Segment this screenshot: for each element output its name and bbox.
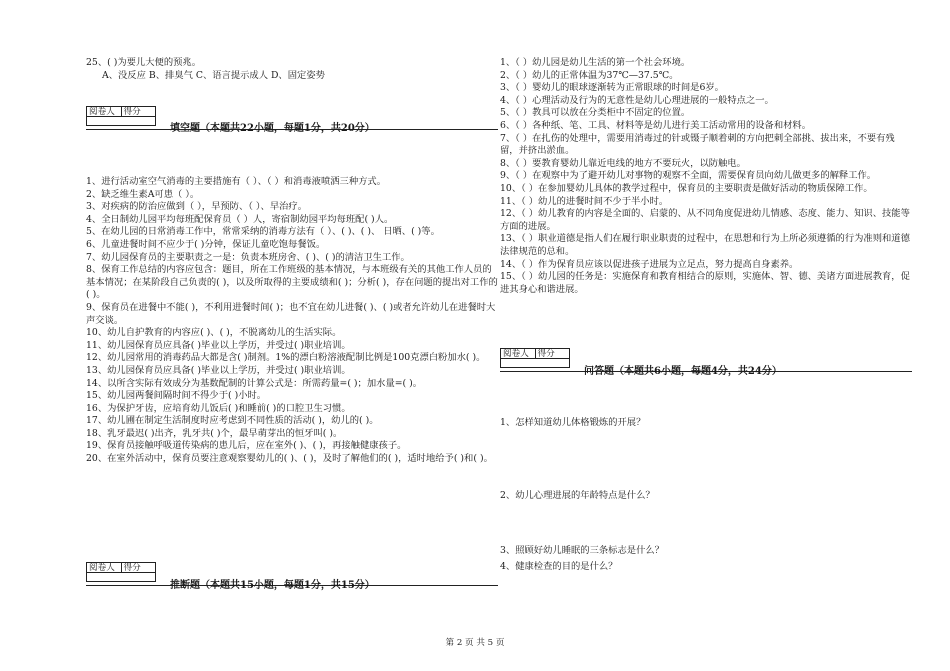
page-footer: 第 2 页 共 5 页 <box>445 638 505 648</box>
qa-1: 1、怎样知道幼儿体格锻炼的开展？ <box>500 417 646 428</box>
judge-questions <box>500 57 912 296</box>
fill-q11: 11、幼儿园保育员应具备( )毕业以上学历，并受过( )职业培训。 <box>86 339 351 351</box>
judge-q5: 5、（ ）教具可以放在分类柜中不固定的位置。 <box>500 107 691 119</box>
fill-q6: 6、儿童进餐时间不应少于( )分钟，保证儿童吃饱每餐饭。 <box>86 238 326 250</box>
judge-q6: 6、（ ）各种纸、笔、工具、材料等是幼儿进行美工活动常用的设备和材料。 <box>500 119 812 131</box>
judge-q13: 13、（ ）职业道德是指人们在履行职业职责的过程中，在思想和行为上所必须遵循的行为准则和道德法律规范的总和。 <box>500 233 910 257</box>
score-box-fill <box>86 106 156 126</box>
question-25 <box>86 57 498 82</box>
judge-q1: 1、（ ）幼儿园是幼儿生活的第一个社会环境。 <box>500 57 691 68</box>
score-box-qa <box>500 348 570 368</box>
question-25-stem: 25、( )为要儿大便的预兆。 <box>86 57 202 68</box>
qa-2: 2、幼儿心理进展的年龄特点是什么？ <box>500 490 655 501</box>
fill-q8: 8、保育工作总结的内容应包含：题目，所在工作班级的基本情况，与本班级有关的其他工作人员的基本情况；在某阶段自己负责的( )，以及所取得的主要成绩和( )；分析( )，存在问题的提出对工作的( )。 <box>86 264 498 301</box>
grader-label: 阅卷人 <box>87 563 121 573</box>
qa-3: 3、照顾好幼儿睡眠的三条标志是什么？ <box>500 545 664 556</box>
fill-q14: 14、以所含实际有效成分为基数配制的计算公式是：所需药量=( )；加水量=( )。 <box>86 377 423 389</box>
judge-q14: 14、（ ）作为保育员应该以促进孩子进展为立足点，努力提高自身素养。 <box>500 258 799 270</box>
judge-q8: 8、（ ）要教育婴幼儿靠近电线的地方不要玩火，以防触电。 <box>500 157 746 169</box>
fill-q2: 2、缺乏维生素A可患（ ）。 <box>86 188 200 200</box>
section-title-fill: 填空题（本题共22小题，每题1分，共20分） <box>170 123 375 134</box>
fill-q20: 20、在室外活动中，保育员要注意观察婴幼儿的( )、( )，及时了解他们的( )，适时地给予( )和( )。 <box>86 453 493 465</box>
fill-q13: 13、幼儿园保育员应具备( )毕业以上学历，并受过( )职业培训。 <box>86 364 351 376</box>
fill-q12: 12、幼儿园常用的消毒药品大都是含( )制剂。1%的漂白粉溶液配制比例是100克漂白粉加水( )。 <box>86 352 486 364</box>
fill-questions <box>86 176 498 466</box>
fill-q9: 9、保育员在进餐中不能( )，不利用进餐时间( )；也不宜在幼儿进餐( )、( )或者允许幼儿在进餐时大声交谈。 <box>86 301 496 326</box>
judge-q12: 12、（ ）幼儿教育的内容是全面的、启蒙的、从不同角度促进幼儿情感、态度、能力、知识、技能等方面的进展。 <box>500 208 910 232</box>
judge-q11: 11、（ ）幼儿的进餐时间不少于半小时。 <box>500 195 669 207</box>
fill-q3: 3、对疾病的防治应做到（ ），早预防、（ ）、早治疗。 <box>86 201 308 213</box>
judge-q4: 4、（ ）心理活动及行为的无意性是幼儿心理进展的一般特点之一。 <box>500 94 774 106</box>
qa-4: 4、健康检查的目的是什么？ <box>500 561 618 572</box>
fill-q15: 15、幼儿园两餐间隔时间不得少于( )小时。 <box>86 390 267 402</box>
question-25-options: A、没反应 B、排臭气 C、语言提示成人 D、固定姿势 <box>102 69 325 81</box>
fill-q18: 18、乳牙最迟( )出齐，乳牙共( )个，最早萌芽出的恒牙叫( )。 <box>86 427 343 439</box>
fill-q5: 5、在幼儿园的日常消毒工作中，常常采纳的消毒方法有（ ）、( )、( )、 日晒、( )等。 <box>86 226 440 238</box>
fill-q7: 7、幼儿园保育员的主要职责之一是：负责本班房舍、( )、( )的清洁卫生工作。 <box>86 251 410 263</box>
section-title-qa: 问答题（本题共6小题，每题4分，共24分） <box>584 366 782 377</box>
grader-label: 阅卷人 <box>87 107 121 117</box>
fill-q4: 4、全日制幼儿园平均每班配保育员（ ）人，寄宿制幼园平均每班配( )人。 <box>86 213 394 225</box>
judge-q9: 9、（ ）在观察中为了避开幼儿对事物的观察不全面，需要保育员向幼儿做更多的解释工作。 <box>500 170 877 182</box>
section-title-judge: 推断题（本题共15小题，每题1分，共15分） <box>170 580 375 591</box>
fill-q10: 10、幼儿自护教育的内容应( )、( )，不脱离幼儿的生活实际。 <box>86 327 342 339</box>
score-label: 得分 <box>121 107 156 117</box>
judge-q2: 2、（ ）幼儿的正常体温为37℃—37.5℃。 <box>500 69 679 81</box>
score-label: 得分 <box>535 349 570 359</box>
score-box-judge <box>86 562 156 582</box>
judge-q7: 7、（ ）在扎伤的处理中，需要用消毒过的针或镊子顺着刺的方向把刺全部挑、拔出来，不要有残留，并挤出淤血。 <box>500 132 895 157</box>
fill-q19: 19、保育员接触呼吸道传染病的患儿后，应在室外( )、( )，再接触健康孩子。 <box>86 440 407 452</box>
fill-q17: 17、幼儿圃在制定生活制度时应考虑到不同性质的活动( )，幼儿的( )。 <box>86 415 379 427</box>
judge-q15: 15、（ ）幼儿园的任务是：实施保育和教育相结合的原则，实施体、智、德、美诸方面进展教育，促进其身心和谐进展。 <box>500 271 910 295</box>
fill-q16: 16、为保护牙齿，应培育幼儿饭后( )和睡前( )的口腔卫生习惯。 <box>86 402 351 414</box>
fill-q1: 1、进行活动室空气消毒的主要措施有（ ）、（ ）和消毒液喷洒三种方式。 <box>86 176 387 187</box>
judge-q3: 3、（ ）婴幼儿的眼球逐渐转为正常眼球的时间是6岁。 <box>500 82 724 94</box>
grader-label: 阅卷人 <box>501 349 535 359</box>
score-label: 得分 <box>121 563 156 573</box>
judge-q10: 10、（ ）在参加婴幼儿具体的教学过程中，保育员的主要职责是做好活动的物质保障工作。 <box>500 182 873 194</box>
